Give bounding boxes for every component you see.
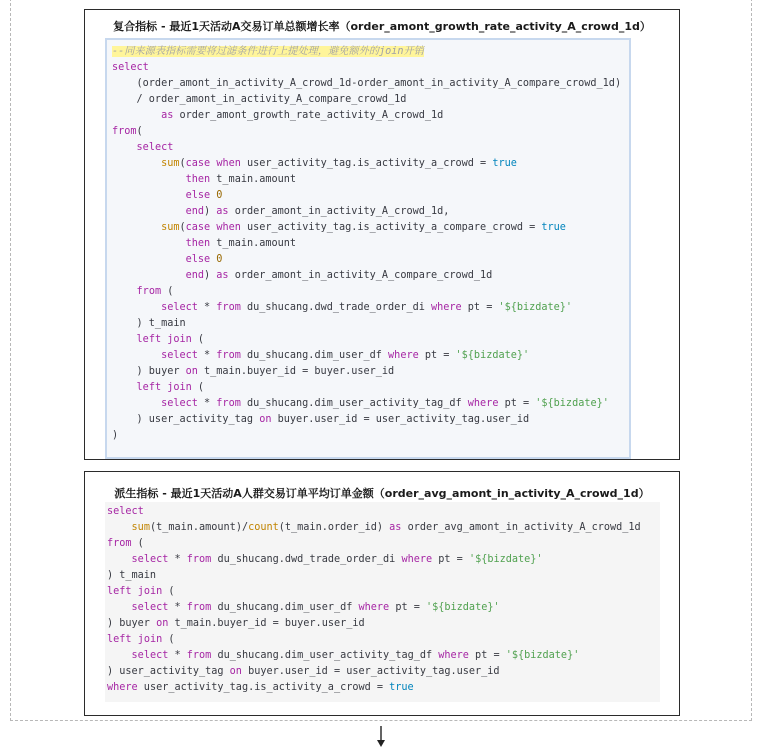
code-line: [112, 108, 629, 124]
code-token: select: [161, 302, 198, 313]
code-token: [112, 206, 186, 217]
code-token: where: [430, 302, 462, 313]
code-token: select: [161, 398, 198, 409]
code-line: [112, 380, 629, 396]
code-token: from: [216, 398, 241, 409]
composite-metric-card: [84, 9, 680, 460]
code-line: [112, 332, 629, 348]
code-token: user_activity_tag.is_activity_a_compare_crowd =: [240, 222, 542, 233]
code-token: *: [168, 554, 187, 565]
code-token: from: [107, 538, 132, 549]
code-token: from: [136, 286, 162, 297]
code-token: as: [161, 110, 174, 121]
code-line: [107, 664, 660, 680]
code-token: 0: [216, 254, 223, 265]
code-token: left: [107, 634, 132, 645]
code-token: select: [161, 350, 198, 361]
code-token: from: [216, 302, 241, 313]
composite-metric-sql-block: [105, 38, 631, 459]
code-line: [112, 396, 629, 412]
code-token: [107, 602, 132, 613]
code-line: [112, 124, 629, 140]
code-line: [112, 76, 629, 92]
code-token: *: [197, 350, 217, 361]
code-line: [112, 92, 629, 108]
code-token: du_shucang.dim_user_df: [240, 350, 389, 361]
code-token: as: [216, 206, 229, 217]
code-token: (: [179, 158, 186, 169]
code-line: [112, 284, 629, 300]
code-line: [112, 412, 629, 428]
code-line: [107, 584, 660, 600]
code-line: [112, 60, 629, 76]
code-token: end: [185, 270, 205, 281]
code-token: t_main.amount: [210, 238, 297, 249]
code-token: '${bizdate}': [498, 302, 573, 313]
code-token: ): [204, 206, 217, 217]
code-token: 0: [216, 190, 223, 201]
code-token: ) t_main: [112, 318, 186, 329]
code-line: [107, 632, 660, 648]
code-token: end: [185, 206, 205, 217]
code-token: (: [191, 334, 205, 345]
code-line: [107, 616, 660, 632]
code-token: ) t_main: [107, 570, 157, 581]
code-token: (: [179, 222, 186, 233]
code-line: [112, 220, 629, 236]
code-token: sum: [131, 522, 150, 533]
code-token: ): [204, 270, 217, 281]
code-token: *: [197, 398, 217, 409]
code-token: on: [185, 366, 198, 377]
code-token: du_shucang.dim_user_activity_tag_df: [240, 398, 468, 409]
code-token: true: [541, 222, 566, 233]
code-token: [112, 222, 161, 233]
code-line: [112, 156, 629, 172]
code-token: [112, 238, 186, 249]
code-token: *: [168, 650, 187, 661]
code-token: order_amont_in_activity_A_crowd_1d,: [228, 206, 450, 217]
code-line: [107, 536, 660, 552]
code-token: [112, 398, 161, 409]
code-token: (t_main.order_id): [278, 522, 390, 533]
code-token: order_avg_amont_in_activity_A_crowd_1d: [401, 522, 641, 533]
code-token: select: [131, 554, 169, 565]
code-token: '${bizdate}': [505, 650, 580, 661]
code-token: join: [167, 334, 192, 345]
code-token: sum: [161, 158, 180, 169]
code-token: join: [137, 586, 163, 597]
code-token: (: [162, 634, 175, 645]
code-token: [112, 382, 137, 393]
code-line: [112, 188, 629, 204]
code-token: on: [229, 666, 242, 677]
code-token: case: [185, 222, 211, 233]
code-token: *: [197, 302, 217, 313]
code-token: select: [131, 650, 169, 661]
code-line: [112, 236, 629, 252]
code-token: user_activity_tag.is_activity_a_crowd =: [240, 158, 493, 169]
code-token: case: [185, 158, 211, 169]
code-token: where: [401, 554, 433, 565]
code-line: [107, 600, 660, 616]
code-line: [107, 680, 660, 696]
code-token: (: [131, 538, 144, 549]
code-line: [112, 172, 629, 188]
code-line: [107, 648, 660, 664]
code-token: ) buyer: [112, 366, 186, 377]
code-token: where: [107, 682, 138, 693]
code-token: ) buyer: [107, 618, 157, 629]
code-token: [112, 286, 137, 297]
code-token: [107, 650, 132, 661]
code-line: [107, 504, 660, 520]
code-token: / order_amont_in_activity_A_compare_crowd_1d: [112, 94, 407, 105]
code-token: t_main.amount: [210, 174, 297, 185]
code-token: when: [216, 158, 241, 169]
code-token: [112, 174, 186, 185]
code-line: [112, 428, 629, 444]
code-token: pt =: [498, 398, 536, 409]
derived-metric-card: [84, 471, 680, 716]
code-token: [112, 334, 137, 345]
code-token: where: [358, 602, 390, 613]
code-token: [107, 554, 132, 565]
code-token: [112, 254, 186, 265]
code-token: pt =: [468, 650, 506, 661]
code-line: [107, 520, 660, 536]
code-token: count: [248, 522, 279, 533]
code-token: du_shucang.dwd_trade_order_di: [240, 302, 431, 313]
code-token: order_amont_growth_rate_activity_A_crowd_1d: [173, 110, 444, 121]
code-token: select: [107, 506, 144, 517]
code-token: select: [112, 62, 149, 73]
code-token: from: [186, 554, 212, 565]
code-token: from: [216, 350, 241, 361]
code-token: user_activity_tag.is_activity_a_crowd =: [137, 682, 390, 693]
code-token: on: [259, 414, 272, 425]
code-token: join: [137, 634, 163, 645]
code-token: '${bizdate}': [455, 350, 530, 361]
code-token: [112, 142, 137, 153]
code-token: [112, 158, 161, 169]
code-line: [112, 300, 629, 316]
code-token: (: [191, 382, 205, 393]
code-token: order_amont_in_activity_A_compare_crowd_1d: [228, 270, 493, 281]
code-token: '${bizdate}': [468, 554, 543, 565]
code-token: true: [492, 158, 517, 169]
code-line: [112, 316, 629, 332]
code-token: where: [388, 350, 419, 361]
code-token: [112, 270, 186, 281]
code-line: [112, 252, 629, 268]
code-token: select: [131, 602, 169, 613]
code-token: ): [112, 430, 119, 441]
code-token: select: [136, 142, 174, 153]
code-token: where: [438, 650, 469, 661]
code-token: on: [156, 618, 169, 629]
code-token: else: [185, 190, 211, 201]
code-line: [112, 44, 629, 60]
code-token: ) user_activity_tag: [112, 414, 260, 425]
code-token: [112, 190, 186, 201]
code-token: as: [389, 522, 402, 533]
code-line: [112, 364, 629, 380]
code-line: [112, 268, 629, 284]
code-token: ) user_activity_tag: [107, 666, 230, 677]
code-token: buyer.user_id = user_activity_tag.user_id: [271, 414, 530, 425]
code-line: [107, 568, 660, 584]
code-token: from: [186, 650, 212, 661]
code-token: left: [136, 334, 162, 345]
code-token: du_shucang.dwd_trade_order_di: [211, 554, 402, 565]
code-token: from: [112, 126, 137, 137]
code-token: [112, 350, 161, 361]
code-token: pt =: [432, 554, 469, 565]
code-token: (: [136, 126, 143, 137]
code-token: [112, 302, 161, 313]
code-token: then: [185, 238, 211, 249]
code-token: join: [167, 382, 192, 393]
code-line: [112, 140, 629, 156]
down-arrow-icon: [375, 726, 387, 748]
code-token: t_main.buyer_id = buyer.user_id: [168, 618, 365, 629]
code-token: where: [467, 398, 499, 409]
derived-metric-title: 派生指标 - 最近1天活动A人群交易订单平均订单金额（order_avg_amont_in_activity_A_crowd_1d）: [114, 487, 650, 500]
code-token: else: [185, 254, 211, 265]
code-line: [112, 204, 629, 220]
code-token: [107, 522, 132, 533]
code-token: pt =: [461, 302, 499, 313]
code-token: from: [186, 602, 212, 613]
code-token: pt =: [418, 350, 456, 361]
code-token: --同来源表指标需要将过滤条件进行上提处理，避免额外的join开销: [112, 46, 424, 57]
derived-metric-sql-block: [105, 502, 660, 702]
code-token: [112, 110, 161, 121]
code-token: then: [185, 174, 211, 185]
code-token: (t_main.amount)/: [149, 522, 249, 533]
code-token: left: [136, 382, 162, 393]
code-token: (: [162, 586, 175, 597]
code-token: (order_amont_in_activity_A_crowd_1d-order_amont_in_activity_A_compare_crowd_1d): [112, 78, 622, 89]
code-token: true: [389, 682, 414, 693]
code-token: (: [161, 286, 174, 297]
code-line: [107, 552, 660, 568]
code-token: buyer.user_id = user_activity_tag.user_id: [241, 666, 500, 677]
code-token: *: [168, 602, 187, 613]
code-token: du_shucang.dim_user_activity_tag_df: [211, 650, 439, 661]
code-token: '${bizdate}': [426, 602, 500, 613]
code-token: as: [216, 270, 229, 281]
code-token: when: [216, 222, 241, 233]
composite-metric-title: 复合指标 - 最近1天活动A交易订单总额增长率（order_amont_growth_rate_activity_A_crowd_1d）: [113, 20, 651, 33]
code-token: du_shucang.dim_user_df: [211, 602, 359, 613]
code-token: '${bizdate}': [535, 398, 609, 409]
code-token: pt =: [389, 602, 426, 613]
code-token: left: [107, 586, 132, 597]
code-token: t_main.buyer_id = buyer.user_id: [197, 366, 395, 377]
code-token: sum: [161, 222, 180, 233]
code-line: [112, 348, 629, 364]
